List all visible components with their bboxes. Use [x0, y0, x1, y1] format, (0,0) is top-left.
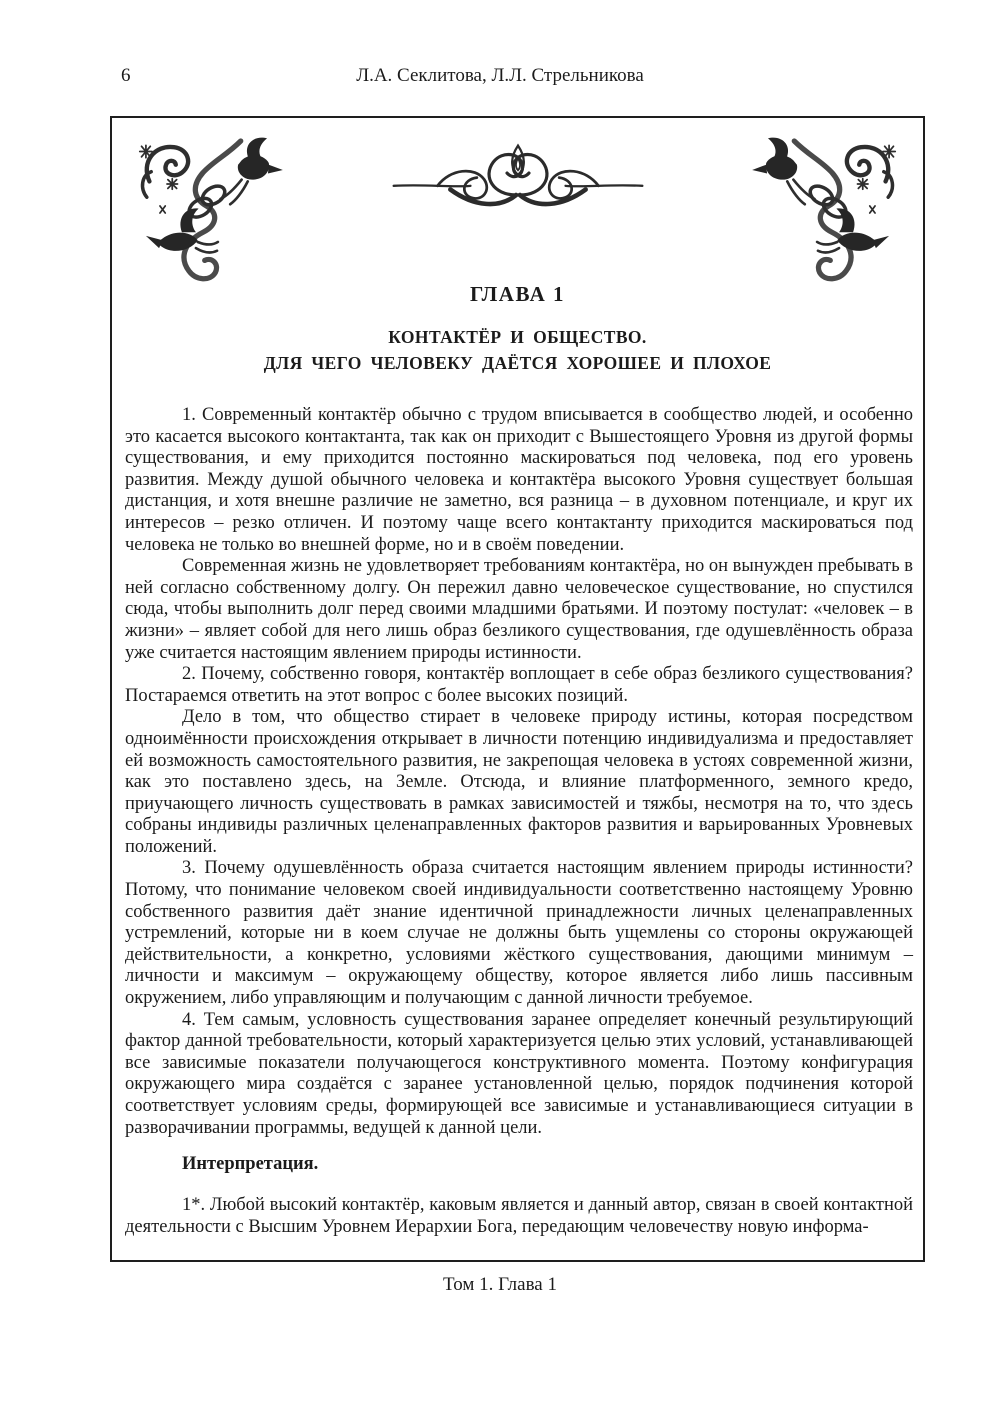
page-number: 6 [121, 65, 131, 86]
body-paragraph: Современная жизнь не удовлетворяет требованиям контактёра, но он вынужден пребывать в ней согласно собственному долгу. Он пережил давно человеческое существование, но спустился сюда, чтобы выполнить долг перед своими младшими братьями. И поэтому постулат: «человек – в жизни» – являет собой для него лишь образ безликого существования, где одушевлённость образа уже считается настоящим явлением природы истинности. [125, 556, 913, 663]
body-paragraph: 4. Тем самым, условность существования заранее определяет конечный результирующий фактор данной требовательности, который характеризуется целью этих условий, устанавливающей все зависимые показатели получающегося конструктивного момента. Поэтому конфигурация окружающего мира создаётся с заранее установленной целью, порядок подчинения которой соответствует условиям среды, формирующей все зависимые и устанавливающиеся ситуации в разворачивании программы, ведущей к данной цели. [125, 1009, 913, 1138]
doves-corner-ornament-left-icon [134, 134, 286, 292]
body-paragraph: 3. Почему одушевлённость образа считается настоящим явлением природы истинности? Потому, что понимание человеком своей индивидуальности соответственно настоящему Уровню собственного развития даёт знание идентичной принадлежности личных целенаправленных устремлений, которые ни в коем случае не должны быть ущемлены со стороны окружающей действительности, а конкретно, условиями жёсткого существования, дающими минимум – личности и максимум – окружающему обществу, которое является либо лишь пассивным окружением, либо управляющим и получающим с данной личности требуемое. [125, 858, 913, 1009]
calligraphic-flourish-divider-icon [390, 138, 646, 230]
body-paragraph: 1. Современный контактёр обычно с трудом вписывается в сообщество людей, и особенно это касается высокого контактанта, так как он приходит с Вышестоящего Уровня из другой формы существования, и ему приходится постоянно маскироваться под человека, под его уровень развития. Между душой обычного человека и контактёра высокого Уровня существует большая дистанция, и хотя внешне различие не заметно, вся разница – в духовном потенциале, и круг их интересов – резко отличен. И поэтому чаще всего контактанту приходится маскироваться под человека не только во внешней форме, но и в своём поведении. [125, 405, 913, 555]
body-paragraph: 2. Почему, собственно говоря, контактёр воплощает в себе образ безликого существования? Постараемся ответить на этот вопрос с более высоких позиций. [125, 664, 913, 706]
running-header-authors: Л.А. Секлитова, Л.Л. Стрельникова [356, 65, 644, 86]
chapter-subtitle-line1: КОНТАКТЁР И ОБЩЕСТВО. [388, 327, 647, 347]
interpretation-heading: Интерпретация. [182, 1154, 319, 1175]
chapter-subtitle-line2: ДЛЯ ЧЕГО ЧЕЛОВЕКУ ДАЁТСЯ ХОРОШЕЕ И ПЛОХОЕ [263, 353, 772, 373]
chapter-frame [110, 116, 925, 1262]
doves-corner-ornament-right-icon [749, 134, 901, 292]
chapter-body [125, 405, 913, 1238]
footer-volume-chapter: Том 1. Глава 1 [443, 1274, 557, 1295]
chapter-subtitle [112, 324, 923, 376]
body-paragraph: Дело в том, что общество стирает в человеке природу истины, которая посредством одноимённости происхождения открывает в личности потенцию индивидуализма и предоставляет ей возможность самостоятельного развития, не закрепощая человека в устоях современной жизни, как это поставлено здесь, на Земле. Отсюда, и влияние платформенного, земного кредо, приучающего личность существовать в рамках зависимостей и тяжбы, несмотря на то, что здесь собраны индивиды различных целенаправленных факторов развития и варьированных Уровневых положений. [125, 707, 913, 857]
interpretation-paragraph: 1*. Любой высокий контактёр, каковым является и данный автор, связан в своей контактной деятельности с Высшим Уровнем Иерархии Бога, передающим человечеству новую информа- [125, 1195, 913, 1237]
chapter-title: ГЛАВА 1 [469, 282, 566, 306]
